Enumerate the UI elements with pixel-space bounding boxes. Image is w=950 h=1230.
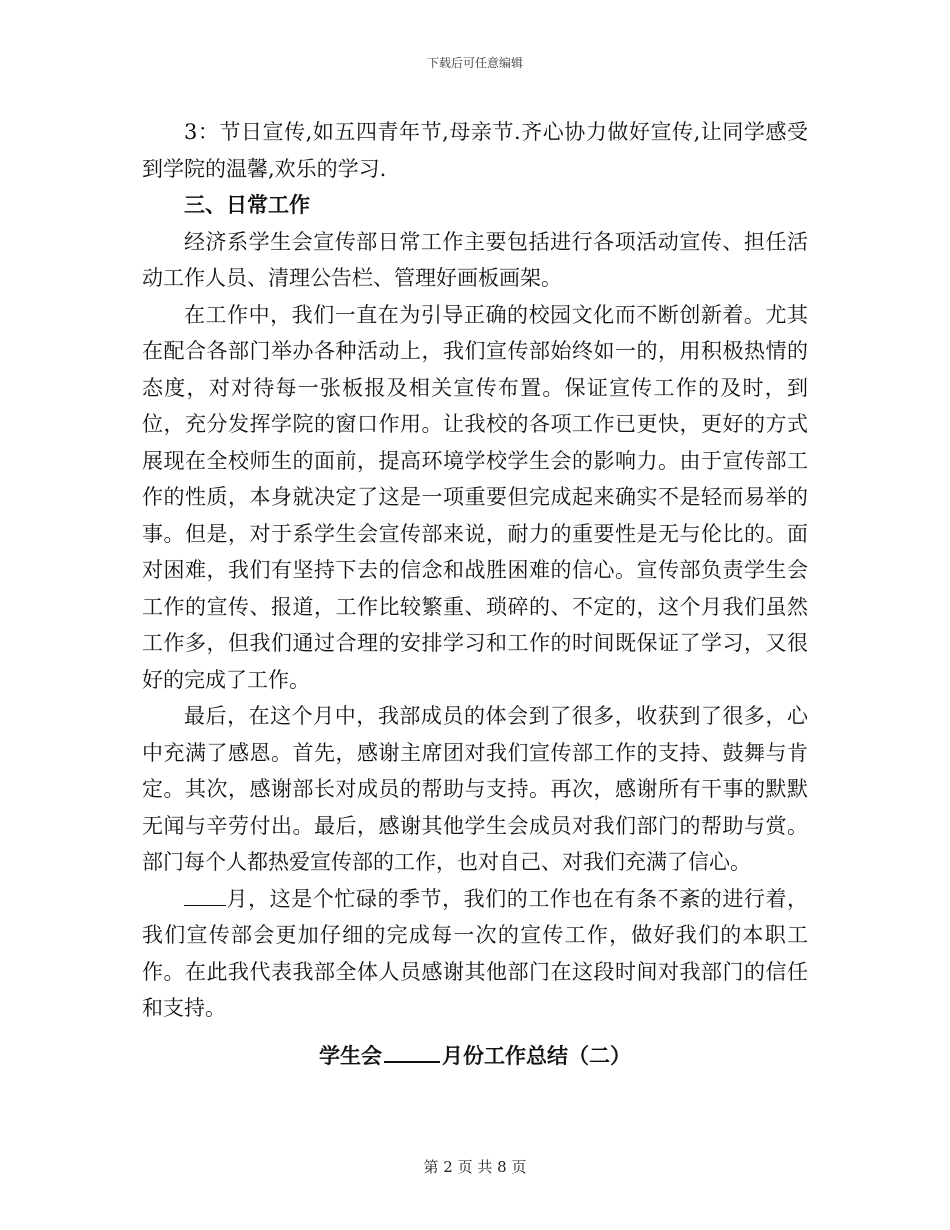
paragraph-gratitude: 最后，在这个月中，我部成员的体会到了很多，收获到了很多，心中充满了感恩。首先，感谢主席团对我们宣传部工作的支持、鼓舞与肯定。其次，感谢部长对成员的帮助与支持。再次，感谢所有干事的默默无闻与辛劳付出。最后，感谢其他学生会成员对我们部门的帮助与赏。部门每个人都热爱宣传部的工作，也对自己、对我们充满了信心。 (142, 704, 808, 874)
paragraph-closing-text: 月，这是个忙碌的季节，我们的工作也在有条不紊的进行着，我们宣传部会更加仔细的完成每一次的宣传工作，做好我们的本职工作。在此我代表我部全体人员感谢其他部门在这段时间对我部门的信任和支持。 (142, 886, 808, 1020)
month-blank (184, 887, 226, 906)
page-number: 第 2 页 共 8 页 (423, 1158, 527, 1176)
document-body (142, 114, 808, 1027)
section-title (0, 1040, 950, 1070)
page-header: 下载后可任意编辑 (426, 56, 523, 70)
paragraph-work-description: 在工作中，我们一直在为引导正确的校园文化而不断创新着。尤其在配合各部门举办各种活动上，我们宣传部始终如一的，用积极热情的态度，对对待每一张板报及相关宣传布置。保证宣传工作的及时，到位，充分发挥学院的窗口作用。让我校的各项工作已更快，更好的方式展现在全校师生的面前，提高环境学校学生会的影响力。由于宣传部工作的性质，本身就决定了这是一项重要但完成起来确实不是轻而易举的事。但是，对于系学生会宣传部来说，耐力的重要性是无与伦比的。面对困难，我们有坚持下去的信念和战胜困难的信心。宣传部负责学生会工作的宣传、报道，工作比较繁重、琐碎的、不定的，这个月我们虽然工作多，但我们通过合理的安排学习和工作的时间既保证了学习，又很好的完成了工作。 (142, 302, 808, 692)
heading-daily-work: 三、日常工作 (184, 192, 310, 217)
paragraph-closing (142, 881, 808, 1027)
section-title-prefix: 学生会 (319, 1044, 382, 1068)
paragraph-festival-promotion: 3：节日宣传,如五四青年节,母亲节.齐心协力做好宣传,让同学感受到学院的温馨,欢乐的学习. (142, 120, 808, 181)
section-title-suffix: 月份工作总结（二） (442, 1044, 631, 1068)
section-title-blank (384, 1043, 440, 1063)
paragraph-daily-duties: 经济系学生会宣传部日常工作主要包括进行各项活动宣传、担任活动工作人员、清理公告栏、管理好画板画架。 (142, 229, 808, 290)
